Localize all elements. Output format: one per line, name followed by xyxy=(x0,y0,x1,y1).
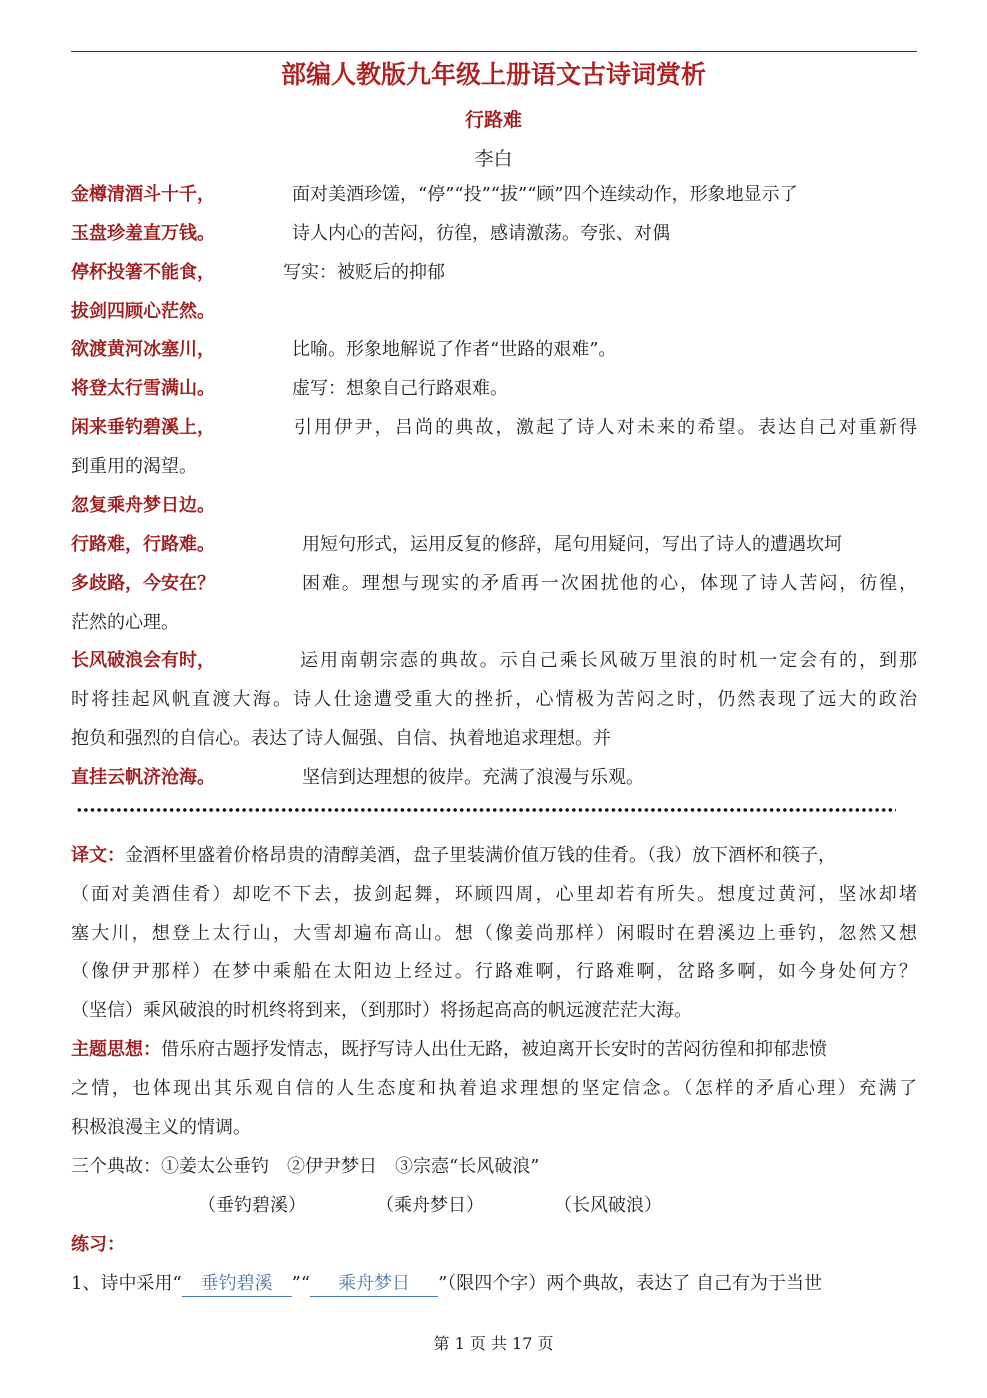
page-footer: 第 1 页 共 17 页 xyxy=(433,1334,554,1353)
question-text: ”（限四个字）两个典故，表达了 自己有为于当世 xyxy=(438,1273,822,1294)
annotation-note-continued: 时将挂起风帆直渡大海。诗人仕途遭受重大的挫折，心情极为苦闷之时，仍然表现了远大的政治 xyxy=(71,689,917,710)
translation-text: 金酒杯里盛着价格昂贵的清醇美酒，盘子里装满价值万钱的佳肴。（我）放下酒杯和筷子， xyxy=(125,845,836,866)
verse-line: 忽复乘舟梦日边。 xyxy=(71,495,215,516)
exercise-question-1 xyxy=(71,1272,822,1297)
annotation-note: 坚信到达理想的彼岸。充满了浪漫与乐观。 xyxy=(302,767,644,788)
answer-blank-1: 垂钓碧溪 xyxy=(182,1272,292,1297)
verse-line: 金樽清酒斗十千， xyxy=(71,184,215,205)
answer-blank-2: 乘舟梦日 xyxy=(310,1272,438,1297)
translation-line: （面对美酒佳肴）却吃不下去，拔剑起舞，环顾四周，心里却若有所失。想度过黄河，坚冰却堵 xyxy=(71,884,917,905)
annotation-note: 运用南朝宗悫的典故。示自己乘长风破万里浪的时机一定会有的，到那 xyxy=(300,650,917,671)
theme-text: 借乐府古题抒发情志，既抒写诗人出仕无路，被迫离开长安时的苦闷彷徨和抑郁悲愤 xyxy=(161,1039,827,1060)
annotation-note-continued: 茫然的心理。 xyxy=(71,612,179,633)
verse-line: 行路难，行路难。 xyxy=(71,534,215,555)
annotation-note: 诗人内心的苦闷，彷徨，感请激荡。夸张、对偶 xyxy=(292,223,670,244)
translation-line: 塞大川，想登上太行山，大雪却遍布高山。想（像姜尚那样）闲暇时在碧溪边上垂钓，忽然又想 xyxy=(71,923,917,944)
allusion-name: （乘舟梦日） xyxy=(376,1195,484,1216)
verse-line: 欲渡黄河冰塞川， xyxy=(71,339,215,360)
theme-label: 主题思想： xyxy=(71,1039,161,1060)
annotation-note-continued: 到重用的渴望。 xyxy=(71,456,197,477)
verse-line: 将登太行雪满山。 xyxy=(71,378,215,399)
theme-line xyxy=(71,1038,827,1062)
annotation-note-continued: 抱负和强烈的自信心。表达了诗人倔强、自信、执着地追求理想。并 xyxy=(71,728,611,749)
annotation-note: 写实：被贬后的抑郁 xyxy=(283,262,445,283)
annotation-note: 用短句形式，运用反复的修辞，尾句用疑问，写出了诗人的遭遇坎坷 xyxy=(302,534,842,555)
annotation-note: 比喻。形象地解说了作者“世路的艰难”。 xyxy=(292,339,617,360)
verse-line: 停杯投箸不能食， xyxy=(71,262,215,283)
annotation-note: 面对美酒珍馐，“停”“投”“拔”“顾”四个连续动作，形象地显示了 xyxy=(292,184,798,205)
theme-line: 积极浪漫主义的情调。 xyxy=(71,1117,251,1138)
question-text: 1、诗中采用“ xyxy=(71,1273,182,1294)
translation-line: （坚信）乘风破浪的时机终将到来，（到那时）将扬起高高的帆远渡茫茫大海。 xyxy=(71,1000,692,1021)
poem-author: 李白 xyxy=(474,148,513,170)
page-title: 部编人教版九年级上册语文古诗词赏析 xyxy=(280,60,706,89)
poem-title: 行路难 xyxy=(464,109,522,131)
annotation-note: 引用伊尹，吕尚的典故，激起了诗人对未来的希望。表达自己对重新得 xyxy=(294,417,917,438)
allusion-name: （长风破浪） xyxy=(554,1195,662,1216)
translation-line: （像伊尹那样）在梦中乘船在太阳边上经过。行路难啊，行路难啊，岔路多啊，如今身处何方？ xyxy=(71,961,917,982)
verse-line: 多歧路，今安在？ xyxy=(71,573,215,594)
allusions-line: 三个典故：①姜太公垂钓 ②伊尹梦日 ③宗悫“长风破浪” xyxy=(71,1156,540,1177)
annotation-note: 困难。理想与现实的矛盾再一次困扰他的心，体现了诗人苦闷，彷徨， xyxy=(302,573,917,594)
exercise-label: 练习： xyxy=(71,1234,125,1255)
verse-line: 长风破浪会有时， xyxy=(71,650,215,671)
annotation-note: 虚写：想象自己行路艰难。 xyxy=(292,378,508,399)
dotted-divider xyxy=(76,805,896,815)
verse-line: 闲来垂钓碧溪上， xyxy=(71,417,215,438)
question-text: ”“ xyxy=(291,1273,311,1294)
verse-line: 玉盘珍羞直万钱。 xyxy=(71,223,215,244)
verse-line: 直挂云帆济沧海。 xyxy=(71,767,215,788)
header-rule xyxy=(71,51,917,52)
translation-line xyxy=(71,844,836,868)
theme-line: 之情，也体现出其乐观自信的人生态度和执着追求理想的坚定信念。（怎样的矛盾心理）充满了 xyxy=(71,1078,917,1099)
translation-label: 译文： xyxy=(71,845,125,866)
allusion-name: （垂钓碧溪） xyxy=(198,1195,306,1216)
verse-line: 拔剑四顾心茫然。 xyxy=(71,301,215,322)
